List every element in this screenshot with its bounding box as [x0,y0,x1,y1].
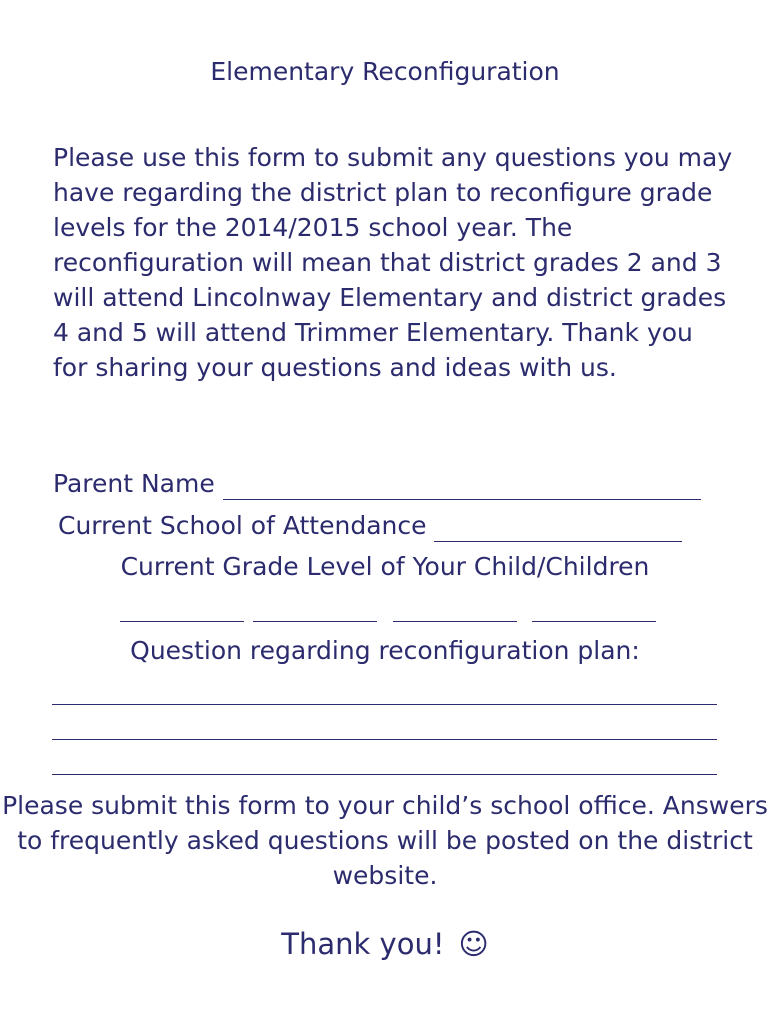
grade-blank-2[interactable] [253,596,377,622]
closing-paragraph: Please submit this form to your child’s school office. Answers to frequently asked questions will be posted on the district website. [2,791,768,890]
smiley-icon: ☺ [458,927,489,961]
school-input-line[interactable] [434,517,682,542]
grade-blank-4[interactable] [532,596,656,622]
grade-blank-3[interactable] [393,596,517,622]
intro-paragraph: Please use this form to submit any questions you may have regarding the district plan to reconfigure grade levels for the 2014/2015 school year. The reconfiguration will mean that district grades 2 and 3 will attend Lincolnway Elementary and district grades 4 and 5 will attend Trimmer Elementary. Thank you for sharing your questions and ideas with us. [53,143,733,382]
question-answer-line-2[interactable] [52,738,717,740]
thank-you-line [0,924,770,964]
school-label: Current School of Attendance [58,511,427,540]
grade-level-label: Current Grade Level of Your Child/Children [120,552,650,581]
form-title: Elementary Reconfiguration [210,57,560,86]
question-label: Question regarding reconfiguration plan: [130,636,640,665]
thank-you-text: Thank you! [281,927,445,961]
parent-name-input-line[interactable] [223,475,701,500]
grade-blank-1[interactable] [120,596,244,622]
school-field [58,510,682,542]
parent-name-field [53,468,701,500]
parent-name-label: Parent Name [53,469,215,498]
question-answer-line-1[interactable] [52,703,717,705]
question-answer-line-3[interactable] [52,773,717,775]
grade-level-blanks [120,596,660,622]
